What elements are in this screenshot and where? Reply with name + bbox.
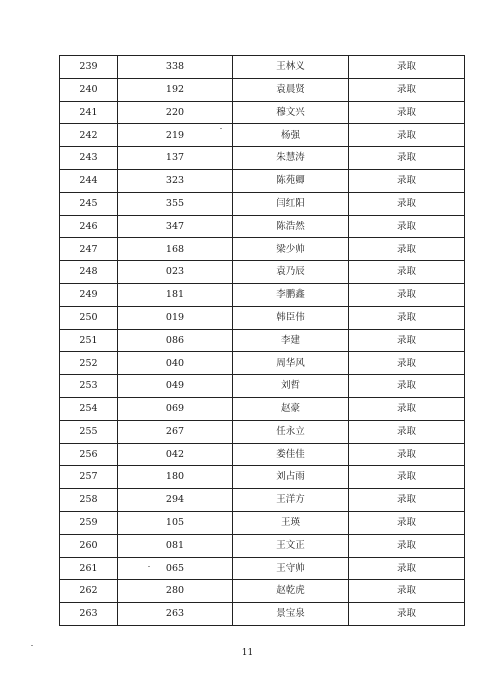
table-row bbox=[60, 215, 465, 238]
admission-status: 录取 bbox=[349, 466, 465, 489]
row-index: 250 bbox=[60, 306, 118, 329]
candidate-number: 065 bbox=[118, 557, 233, 580]
candidate-name: 陈苑卿 bbox=[233, 169, 349, 192]
candidate-number: 019 bbox=[118, 306, 233, 329]
admission-status: 录取 bbox=[349, 192, 465, 215]
table-row bbox=[60, 124, 465, 147]
row-index: 263 bbox=[60, 603, 118, 626]
row-index: 262 bbox=[60, 580, 118, 603]
admission-status: 录取 bbox=[349, 420, 465, 443]
table-row bbox=[60, 352, 465, 375]
candidate-number: 294 bbox=[118, 489, 233, 512]
row-index: 261 bbox=[60, 557, 118, 580]
table-row bbox=[60, 192, 465, 215]
table-row bbox=[60, 329, 465, 352]
candidate-name: 李鹏鑫 bbox=[233, 283, 349, 306]
candidate-name: 韩臣伟 bbox=[233, 306, 349, 329]
table-row bbox=[60, 489, 465, 512]
candidate-name: 赵豪 bbox=[233, 397, 349, 420]
table-row bbox=[60, 534, 465, 557]
admission-status: 录取 bbox=[349, 329, 465, 352]
row-index: 248 bbox=[60, 261, 118, 284]
candidate-name: 梁少帅 bbox=[233, 238, 349, 261]
row-index: 247 bbox=[60, 238, 118, 261]
candidate-name: 任永立 bbox=[233, 420, 349, 443]
candidate-name: 王文正 bbox=[233, 534, 349, 557]
admission-status: 录取 bbox=[349, 397, 465, 420]
admission-status: 录取 bbox=[349, 306, 465, 329]
admission-table-body bbox=[60, 56, 465, 626]
row-index: 251 bbox=[60, 329, 118, 352]
candidate-number: 086 bbox=[118, 329, 233, 352]
candidate-number: 338 bbox=[118, 56, 233, 79]
candidate-number: 180 bbox=[118, 466, 233, 489]
table-row bbox=[60, 306, 465, 329]
admission-status: 录取 bbox=[349, 78, 465, 101]
row-index: 239 bbox=[60, 56, 118, 79]
admission-status: 录取 bbox=[349, 511, 465, 534]
admission-status: 录取 bbox=[349, 56, 465, 79]
table-row bbox=[60, 466, 465, 489]
admission-status: 录取 bbox=[349, 352, 465, 375]
table-row bbox=[60, 147, 465, 170]
row-index: 241 bbox=[60, 101, 118, 124]
candidate-name: 李建 bbox=[233, 329, 349, 352]
table-row bbox=[60, 580, 465, 603]
table-row bbox=[60, 603, 465, 626]
row-index: 257 bbox=[60, 466, 118, 489]
row-index: 254 bbox=[60, 397, 118, 420]
admission-status: 录取 bbox=[349, 603, 465, 626]
table-row bbox=[60, 443, 465, 466]
row-index: 255 bbox=[60, 420, 118, 443]
row-index: 258 bbox=[60, 489, 118, 512]
candidate-number: 137 bbox=[118, 147, 233, 170]
row-index: 256 bbox=[60, 443, 118, 466]
candidate-number: 347 bbox=[118, 215, 233, 238]
table-row bbox=[60, 169, 465, 192]
admission-status: 录取 bbox=[349, 443, 465, 466]
scan-speck bbox=[220, 128, 222, 129]
row-index: 245 bbox=[60, 192, 118, 215]
candidate-name: 周华风 bbox=[233, 352, 349, 375]
table-row bbox=[60, 283, 465, 306]
candidate-number: 105 bbox=[118, 511, 233, 534]
candidate-name: 娄佳佳 bbox=[233, 443, 349, 466]
admission-status: 录取 bbox=[349, 580, 465, 603]
row-index: 246 bbox=[60, 215, 118, 238]
admission-status: 录取 bbox=[349, 215, 465, 238]
candidate-number: 081 bbox=[118, 534, 233, 557]
table-row bbox=[60, 511, 465, 534]
candidate-name: 刘哲 bbox=[233, 375, 349, 398]
table-row bbox=[60, 238, 465, 261]
candidate-number: 323 bbox=[118, 169, 233, 192]
admission-status: 录取 bbox=[349, 489, 465, 512]
candidate-number: 220 bbox=[118, 101, 233, 124]
candidate-number: 040 bbox=[118, 352, 233, 375]
table-row bbox=[60, 557, 465, 580]
candidate-name: 王瑛 bbox=[233, 511, 349, 534]
candidate-name: 袁晨贤 bbox=[233, 78, 349, 101]
candidate-number: 355 bbox=[118, 192, 233, 215]
admission-status: 录取 bbox=[349, 238, 465, 261]
admission-status: 录取 bbox=[349, 147, 465, 170]
candidate-name: 景宝泉 bbox=[233, 603, 349, 626]
candidate-number: 181 bbox=[118, 283, 233, 306]
table-row bbox=[60, 420, 465, 443]
candidate-number: 023 bbox=[118, 261, 233, 284]
candidate-name: 陈浩然 bbox=[233, 215, 349, 238]
candidate-name: 赵乾虎 bbox=[233, 580, 349, 603]
scan-speck bbox=[31, 645, 33, 646]
row-index: 243 bbox=[60, 147, 118, 170]
row-index: 253 bbox=[60, 375, 118, 398]
candidate-number: 042 bbox=[118, 443, 233, 466]
candidate-number: 219 bbox=[118, 124, 233, 147]
admission-status: 录取 bbox=[349, 283, 465, 306]
table-row bbox=[60, 56, 465, 79]
candidate-name: 杨强 bbox=[233, 124, 349, 147]
candidate-name: 闫红阳 bbox=[233, 192, 349, 215]
admission-status: 录取 bbox=[349, 124, 465, 147]
candidate-name: 穆文兴 bbox=[233, 101, 349, 124]
candidate-number: 267 bbox=[118, 420, 233, 443]
admission-status: 录取 bbox=[349, 375, 465, 398]
table-row bbox=[60, 397, 465, 420]
candidate-number: 192 bbox=[118, 78, 233, 101]
table-row bbox=[60, 375, 465, 398]
candidate-name: 王洋方 bbox=[233, 489, 349, 512]
candidate-name: 袁乃辰 bbox=[233, 261, 349, 284]
table-row bbox=[60, 78, 465, 101]
row-index: 259 bbox=[60, 511, 118, 534]
admission-status: 录取 bbox=[349, 534, 465, 557]
candidate-number: 263 bbox=[118, 603, 233, 626]
candidate-name: 朱慧涛 bbox=[233, 147, 349, 170]
scan-speck bbox=[148, 566, 150, 567]
row-index: 242 bbox=[60, 124, 118, 147]
admission-status: 录取 bbox=[349, 261, 465, 284]
candidate-number: 049 bbox=[118, 375, 233, 398]
candidate-name: 刘占雨 bbox=[233, 466, 349, 489]
table-row bbox=[60, 261, 465, 284]
candidate-name: 王林义 bbox=[233, 56, 349, 79]
page-number: 11 bbox=[241, 648, 254, 658]
row-index: 260 bbox=[60, 534, 118, 557]
candidate-number: 280 bbox=[118, 580, 233, 603]
row-index: 249 bbox=[60, 283, 118, 306]
candidate-name: 王守帅 bbox=[233, 557, 349, 580]
admission-status: 录取 bbox=[349, 169, 465, 192]
admission-status: 录取 bbox=[349, 101, 465, 124]
admission-table bbox=[59, 55, 465, 626]
candidate-number: 069 bbox=[118, 397, 233, 420]
table-row bbox=[60, 101, 465, 124]
row-index: 244 bbox=[60, 169, 118, 192]
candidate-number: 168 bbox=[118, 238, 233, 261]
admission-status: 录取 bbox=[349, 557, 465, 580]
row-index: 240 bbox=[60, 78, 118, 101]
row-index: 252 bbox=[60, 352, 118, 375]
